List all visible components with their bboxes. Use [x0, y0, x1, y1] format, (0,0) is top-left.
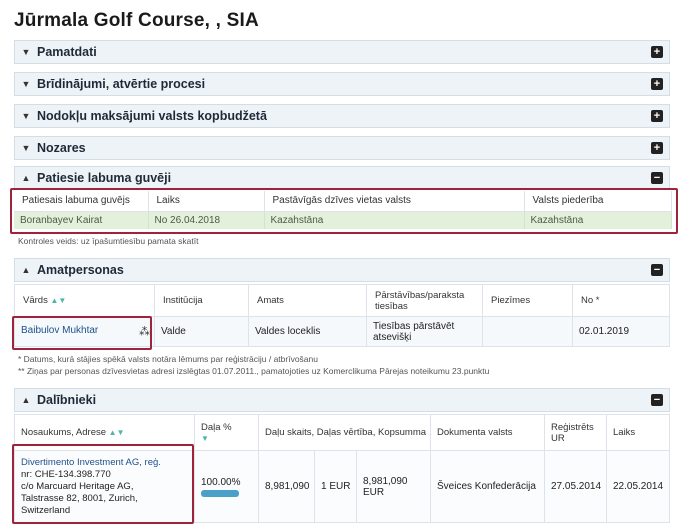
collapse-icon[interactable]: −: [651, 394, 663, 406]
chevron-up-icon: ▲: [21, 265, 31, 275]
section-nodokli[interactable]: [14, 104, 670, 128]
section-patiesie-labuma-guveji[interactable]: [14, 166, 670, 190]
officer-position: Valdes loceklis: [249, 317, 367, 347]
column-header: Pastāvīgās dzīves vietas valsts: [264, 191, 524, 211]
section-bridinajumi[interactable]: [14, 72, 670, 96]
column-header: Amats: [249, 285, 367, 317]
column-header: Institūcija: [155, 285, 249, 317]
column-header: Pārstāvības/paraksta tiesības: [367, 285, 483, 317]
officer-institution: Valde: [155, 317, 249, 347]
section-label: Amatpersonas: [37, 263, 124, 277]
highlight-box: [12, 444, 194, 524]
section-label: Dalībnieki: [37, 393, 97, 407]
collapse-icon[interactable]: −: [651, 264, 663, 276]
table-header-row: [15, 285, 670, 317]
column-header: No *: [573, 285, 670, 317]
section-nozares[interactable]: [14, 136, 670, 160]
chevron-down-icon: ▼: [21, 47, 31, 57]
column-header: Patiesais labuma guvējs: [14, 191, 148, 211]
control-type-note: Kontroles veids: uz īpašumtiesību pamata skatīt: [18, 236, 199, 246]
officer-date: 02.01.2019: [573, 317, 670, 347]
column-header: Valsts piederība: [524, 191, 672, 211]
beneficiary-time: No 26.04.2018: [148, 211, 264, 229]
expand-icon[interactable]: +: [651, 142, 663, 154]
share-value: 1 EUR: [315, 451, 357, 523]
column-header: Reģistrēts UR: [545, 415, 607, 451]
document-country: Šveices Konfederācija: [431, 451, 545, 523]
column-header: Daļu skaits, Daļas vērtība, Kopsumma: [259, 415, 431, 451]
section-label: Patiesie labuma guvēji: [37, 171, 172, 185]
section-label: Pamatdati: [37, 45, 97, 59]
section-label: Nodokļu maksājumi valsts kopbudžetā: [37, 109, 267, 123]
beneficiary-name[interactable]: Boranbayev Kairat: [14, 211, 148, 229]
highlight-box: [10, 188, 678, 234]
section-amatpersonas[interactable]: [14, 258, 670, 282]
share-count: 8,981,090: [259, 451, 315, 523]
footnote: * Datums, kurā stājies spēkā valsts notāra lēmums par reģistrāciju / atbrīvošanu: [18, 354, 318, 364]
footnote: ** Ziņas par personas dzīvesvietas adresi izslēgtas 01.07.2011., pamatojoties uz Komerclikuma Pārejas noteikumu 23.punktu: [18, 366, 490, 376]
section-pamatdati[interactable]: [14, 40, 670, 64]
page-title: Jūrmala Golf Course, , SIA: [14, 10, 259, 31]
sort-icon[interactable]: ▲▼: [108, 428, 125, 437]
chevron-down-icon: ▼: [21, 79, 31, 89]
officer-rights: Tiesības pārstāvēt atsevišķi: [367, 317, 483, 347]
chevron-down-icon: ▼: [21, 111, 31, 121]
chevron-up-icon: ▲: [21, 173, 31, 183]
beneficiary-residence: Kazahstāna: [264, 211, 524, 229]
beneficiary-nationality: Kazahstāna: [524, 211, 672, 229]
chevron-up-icon: ▲: [21, 395, 31, 405]
network-icon[interactable]: ⁂: [139, 326, 150, 338]
time-date: 22.05.2014: [607, 451, 670, 523]
column-header: Piezīmes: [483, 285, 573, 317]
chevron-down-icon: ▼: [21, 143, 31, 153]
expand-icon[interactable]: +: [651, 110, 663, 122]
column-header-share[interactable]: Daļa % ▼: [195, 415, 259, 451]
section-label: Nozares: [37, 141, 86, 155]
column-header: Laiks: [148, 191, 264, 211]
section-label: Brīdinājumi, atvērtie procesi: [37, 77, 206, 91]
column-header: Laiks: [607, 415, 670, 451]
share-percent-cell: [195, 451, 259, 523]
column-header-name[interactable]: Vārds ▲▼: [15, 285, 155, 317]
shareholder-name[interactable]: Divertimento Investment AG, reģ. nr: CHE-134.398.770 c/o Marcuard Heritage AG, Talstrasse 82, 8001, Zurich, Switzerland: [15, 451, 195, 523]
column-header: Dokumenta valsts: [431, 415, 545, 451]
share-total: 8,981,090 EUR: [357, 451, 431, 523]
collapse-icon[interactable]: −: [651, 172, 663, 184]
officer-notes: [483, 317, 573, 347]
sort-icon[interactable]: ▲▼: [50, 296, 67, 305]
expand-icon[interactable]: +: [651, 78, 663, 90]
sort-icon[interactable]: ▼: [201, 433, 209, 443]
section-dalibnieki[interactable]: [14, 388, 670, 412]
share-percent: 100.00%: [201, 476, 241, 488]
column-header-name[interactable]: Nosaukums, Adrese ▲▼: [15, 415, 195, 451]
officer-name[interactable]: Baibulov Mukhtar ⁂: [15, 317, 155, 347]
registered-date: 27.05.2014: [545, 451, 607, 523]
share-progress-bar: [201, 490, 239, 497]
highlight-box: [12, 316, 152, 350]
expand-icon[interactable]: +: [651, 46, 663, 58]
